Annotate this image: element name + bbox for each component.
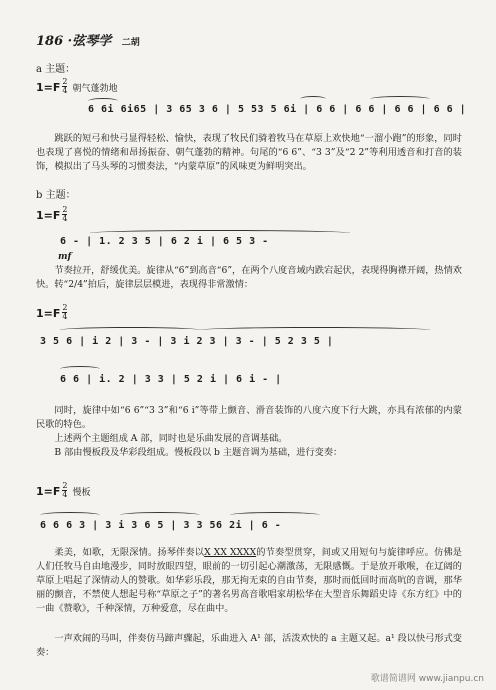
tempo-marking: 朝气蓬勃地 [72,84,118,94]
key-signature: 1=F [36,81,61,94]
slur [200,327,430,333]
section-c-key [36,302,69,321]
slur [230,512,320,518]
slur [90,230,350,236]
paragraph-4-before: 柔美，如歌，无限深情。扬琴伴奏以 [54,547,205,558]
slur [88,98,118,104]
section-d-key [36,480,91,499]
score-line-a: 6 6i 6i65 | 3 65 3 6 | 5 53 5 6i | 6 6 | 6 6 | 6 6 | 6 6 | [88,104,467,115]
time-signature: $\frac{2}{4}$ [62,77,68,95]
time-signature: $\frac{2}{4}$ [62,205,68,223]
paragraph-4 [36,546,462,616]
slur [60,366,100,372]
key-signature: 1=F [36,209,61,222]
paragraph-4-after: 的节奏型贯穿，间或又用短句与旋律呼应。仿佛是人们任牧马自由地漫步，同时放眼四望，眼前的一切引起心潮激荡，无限感慨。于是放开歌喉，在辽阔的草原上唱起了深情动人的赞歌。如华彩乐段，那无拘无束的自由节奏，那时而低回时而高吭的音调，那华丽的颤音，不禁使人想起号称“草原之子”的著名男高音歌唱家胡松华在大型音乐舞蹈史诗《东方红》中的一曲《赞歌》，千种深情，万种爱意，尽在曲中。 [36,547,462,614]
key-signature: 1=F [36,307,61,320]
book-title: ·弦琴学 [67,34,112,49]
slur [60,327,200,333]
section-b-label: b 主题： [36,190,76,201]
page-header [36,30,140,49]
rhythm-pattern: X XX XXXX [204,547,257,558]
section-a-key [36,76,118,95]
tempo-marking: 慢板 [72,488,91,498]
slur [40,512,100,518]
time-signature: $\frac{2}{4}$ [62,481,68,499]
paragraph-5: 一声欢闹的马叫，伴奏仿马蹄声骤起，乐曲进入 A¹ 部，活泼欢快的 a 主题又起。a¹ 段以快弓形式变奏： [36,633,462,658]
score-line-c1: 3 5 6 | i 2 | 3 - | 3 i 2 3 | 3 - | 5 2 3 5 | [40,336,334,347]
slur [120,512,200,518]
dynamic-marking: mf [58,252,72,262]
section-b-key [36,204,69,223]
key-signature: 1=F [36,485,61,498]
page-number: 186 [36,34,64,49]
footer-watermark: 歌谱简谱网 www.jianpu.cn [370,674,484,684]
score-line-d: 6 6 6 3 | 3 i 3 6 5 | 3 3 56 2i | 6 - [40,520,282,531]
score-line-b: 6 - | 1. 2 3 5 | 6 2 i | 6 5 3 - [60,236,269,247]
slur [370,96,430,102]
score-line-c2: 6 6 | i. 2 | 3 3 | 5 2 i | 6 i - | [60,374,282,385]
section-a-label: a 主题： [36,64,76,75]
book-edition: 二胡 [121,38,140,48]
time-signature: $\frac{2}{4}$ [62,303,68,321]
slur [300,96,326,102]
paragraph-1: 跳跃的短弓和快弓显得轻松、愉快，表现了牧民们骑着牧马在草原上欢快地“一溜小跑”的形象，同时也表现了喜悦的情绪和昂扬振奋、朝气蓬勃的精神。句尾的“6 6”、“3 3”及“2 2”等利用透音和打音的装饰，模拟出了马头琴的习惯奏法，“内蒙草原”的风味更为鲜明突出。 [36,133,462,172]
paragraph-3: 同时，旋律中如“6 6”“3 3”和“6 i”等带上颤音、滑音装饰的八度六度下行大跳，亦具有浓郁的内蒙民歌的特色。 上述两个主题组成 A 部，同时也是乐曲发展的音调基础。 B 部由慢板段及华彩段组成。慢板段以 b 主题音调为基础，进行变奏： [36,405,462,458]
paragraph-2: 节奏拉开，舒缓优美。旋律从“6”到高音“6”，在两个八度音域内跌宕起伏，表现得胸襟开阔，热情欢快。转“2/4”拍后，旋律层层模进，表现得非常激情： [36,265,462,290]
